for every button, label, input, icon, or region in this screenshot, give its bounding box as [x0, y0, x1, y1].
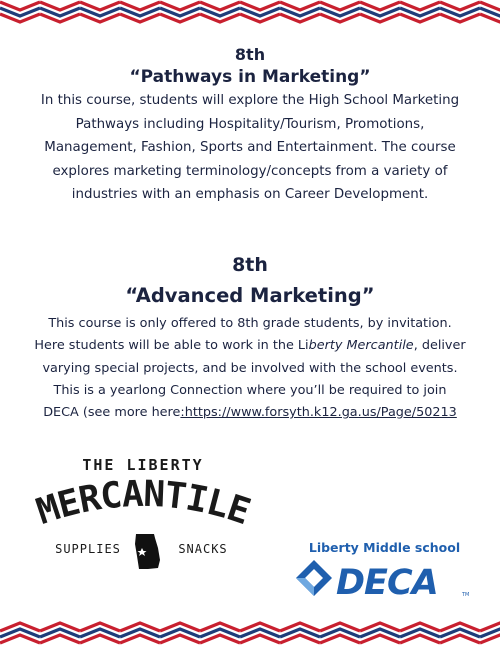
trademark-mark: TM [462, 592, 470, 598]
school-name: Liberty Middle school [308, 540, 461, 555]
grade-label: 8th [234, 45, 266, 64]
description-line: varying special projects, and be involved with the school events. [42, 360, 458, 376]
description-line [5, 335, 495, 357]
liberty-mercantile-logo [18, 452, 268, 582]
mercantile-name: berty Mercantile [308, 338, 414, 354]
course-title: “Advanced Marketing” [125, 284, 375, 307]
logo-main-text: MERCANTILE [31, 473, 255, 533]
course-advanced-section [0, 251, 500, 424]
deca-diamond-icon [296, 560, 332, 596]
description-line [5, 402, 495, 424]
text-fragment: , deliver [413, 338, 466, 354]
georgia-star-icon [135, 534, 160, 569]
logo-right-text: SNACKS [178, 542, 228, 556]
description-line: industries with an emphasis on Career Development. [71, 187, 429, 202]
deca-page-link[interactable]: :https://www.forsyth.k12.ga.us/Page/50213 [180, 405, 457, 421]
logo-left-text: SUPPLIES [55, 542, 121, 556]
description-line: Management, Fashion, Sports and Entertainment. The course [44, 140, 456, 155]
deca-wordmark [292, 556, 477, 600]
deca-name: DECA [336, 563, 438, 600]
description-line: Pathways including Hospitality/Tourism, Promotions, [75, 116, 425, 132]
description-line: This is a yearlong Connection where you’ll be required to join [53, 382, 447, 398]
deca-logo [292, 540, 477, 600]
description-line: In this course, students will explore the High School Marketing [40, 93, 460, 108]
text-fragment: Here students will be able to work in the Li [34, 338, 309, 354]
course-description [5, 313, 495, 424]
chevron-border-top [0, 0, 500, 26]
text-fragment: DECA (see more here [43, 405, 181, 421]
chevron-border-bottom [0, 621, 500, 647]
course-title: “Pathways in Marketing” [129, 67, 371, 87]
grade-label: 8th [232, 254, 268, 276]
description-line: explores marketing terminology/concepts from a variety of [52, 163, 448, 179]
course-description [10, 89, 490, 207]
course-pathways-section [0, 44, 500, 207]
logo-top-text: THE LIBERTY [82, 456, 204, 474]
description-line: This course is only offered to 8th grade students, by invitation. [48, 316, 452, 331]
